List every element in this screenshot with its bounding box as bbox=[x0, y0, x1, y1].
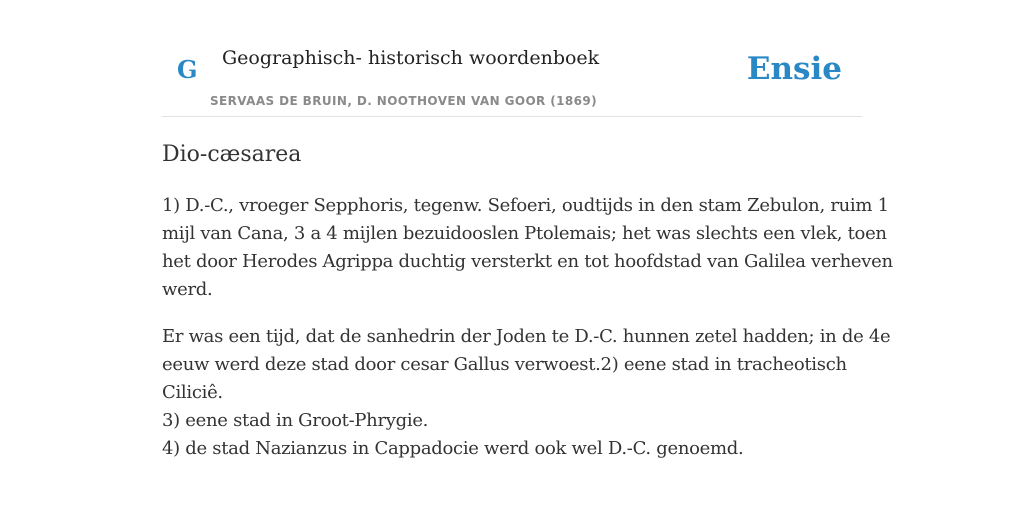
paragraph-line: mijl van Cana, 3 a 4 mijlen bezuidooslen Ptolemais; het was slechts een vlek, toen bbox=[162, 223, 887, 244]
book-authors: SERVAAS DE BRUIN, D. NOOTHOVEN VAN GOOR (1869) bbox=[210, 94, 598, 108]
paragraph-line: Ciliciê. bbox=[162, 382, 223, 403]
ensie-logo-link[interactable]: Ensie bbox=[746, 51, 842, 87]
entry-paragraph-2 bbox=[162, 323, 891, 463]
entry-title: Dio-cæsarea bbox=[162, 142, 302, 167]
dictionary-header bbox=[162, 0, 862, 117]
page-container bbox=[162, 0, 893, 459]
paragraph-line: 3) eene stad in Groot-Phrygie. bbox=[162, 410, 429, 431]
book-title-link[interactable]: Geographisch- historisch woordenboek bbox=[222, 47, 600, 69]
paragraph-line: Er was een tijd, dat de sanhedrin der Joden te D.-C. hunnen zetel hadden; in de 4e bbox=[162, 326, 891, 347]
paragraph-line: het door Herodes Agrippa duchtig versterkt en tot hoofdstad van Galilea verheven bbox=[162, 251, 893, 272]
paragraph-line: eeuw werd deze stad door cesar Gallus verwoest.2) eene stad in tracheotisch bbox=[162, 354, 847, 375]
paragraph-line: werd. bbox=[162, 279, 213, 300]
dictionary-logo[interactable]: G bbox=[177, 55, 198, 84]
paragraph-line: 1) D.-C., vroeger Sepphoris, tegenw. Sefoeri, oudtijds in den stam Zebulon, ruim 1 bbox=[162, 195, 889, 216]
paragraph-line: 4) de stad Nazianzus in Cappadocie werd ook wel D.-C. genoemd. bbox=[162, 438, 744, 459]
entry-paragraph-1 bbox=[162, 192, 893, 304]
